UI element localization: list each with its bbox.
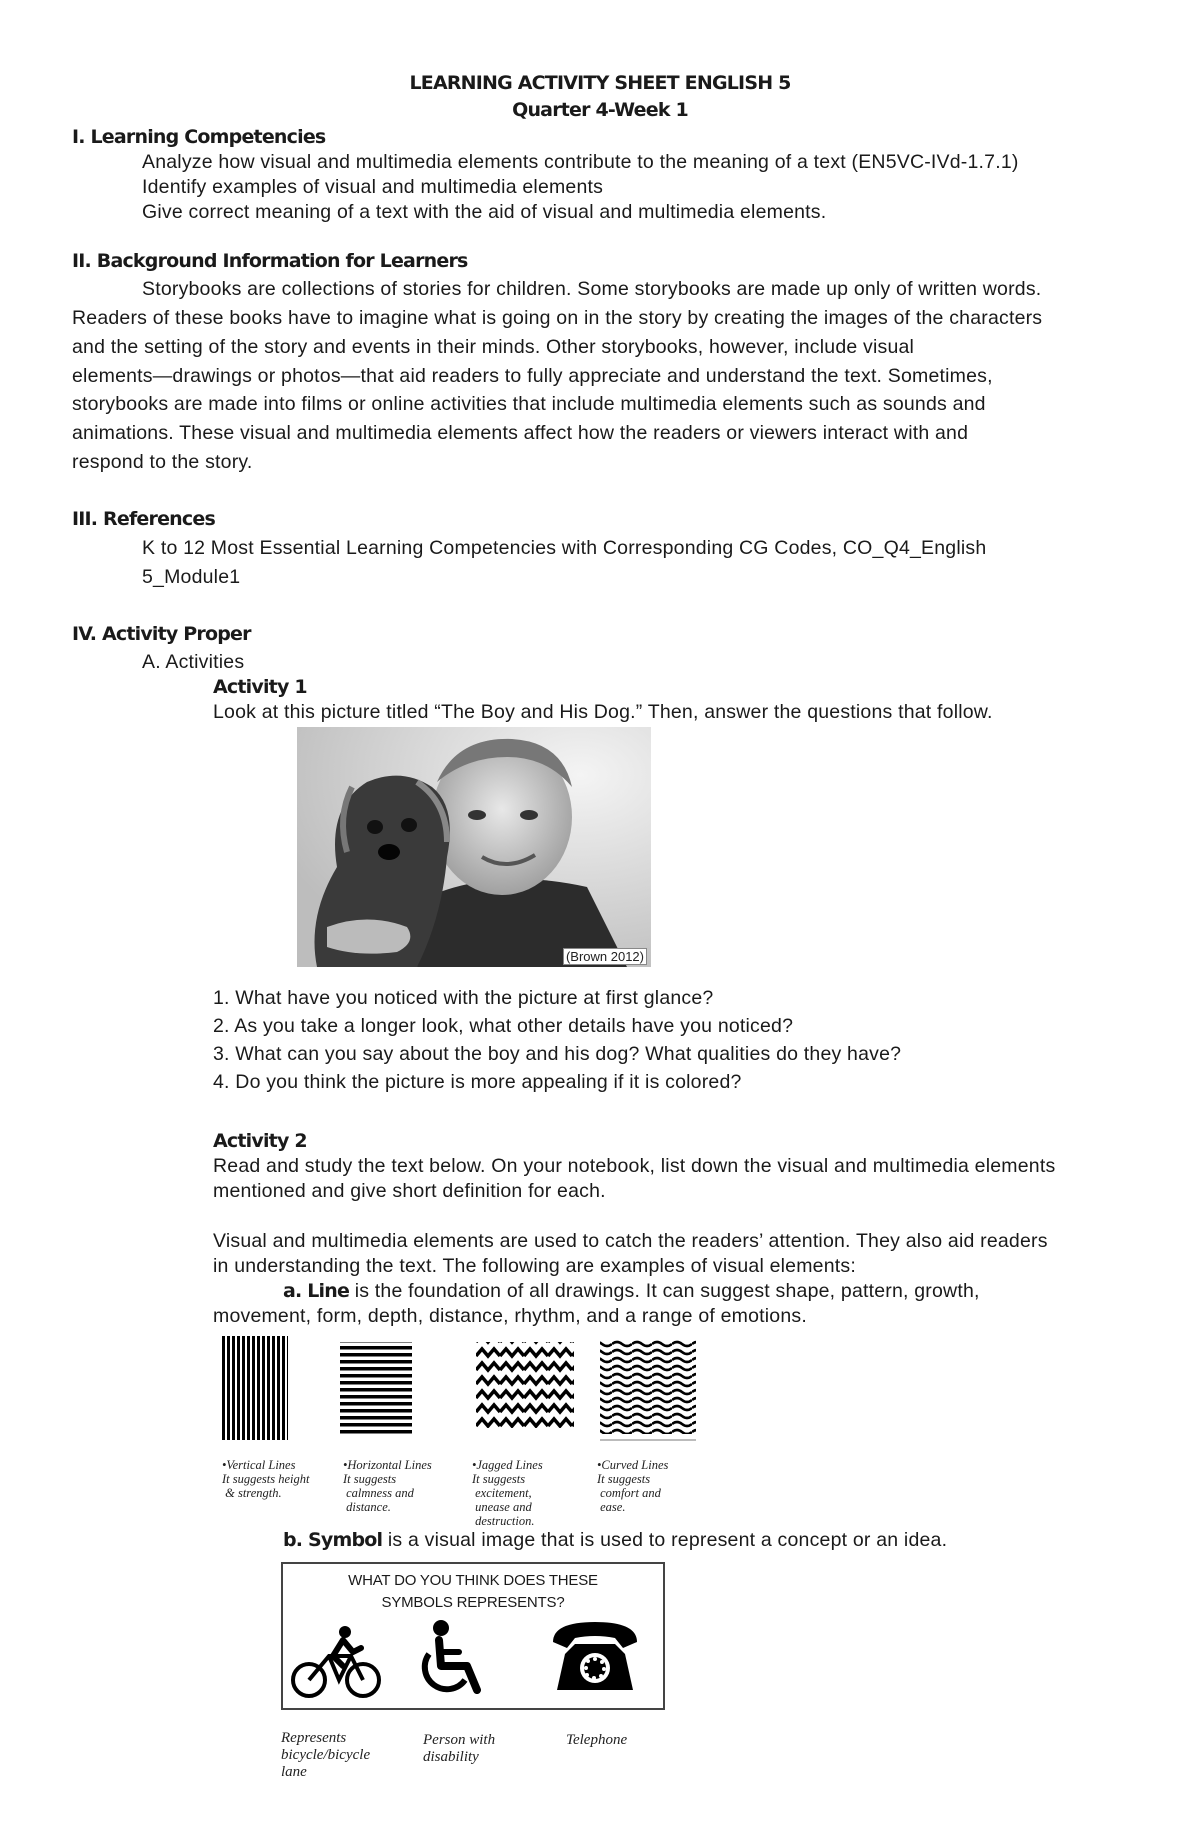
telephone-icon — [545, 1614, 645, 1698]
reference-line: 5_Module1 — [142, 566, 241, 588]
activity2-instruction: Read and study the text below. On your notebook, list down the visual and multimedia elements — [213, 1155, 1056, 1177]
page-title: LEARNING ACTIVITY SHEET ENGLISH 5 — [409, 72, 791, 94]
question-item: 4. Do you think the picture is more appealing if it is colored? — [213, 1071, 742, 1093]
background-line: Readers of these books have to imagine what is going on in the story by creating the images of the characters — [72, 307, 1043, 329]
photo-caption: (Brown 2012) — [563, 948, 647, 965]
section-heading-activity: IV. Activity Proper — [72, 623, 251, 645]
question-item: 3. What can you say about the boy and his dog? What qualities do they have? — [213, 1043, 902, 1065]
page-subtitle: Quarter 4-Week 1 — [512, 99, 688, 121]
line-text: is the foundation of all drawings. It can suggest shape, pattern, growth, — [349, 1280, 980, 1302]
question-item: 1. What have you noticed with the picture at first glance? — [213, 987, 714, 1009]
photo-illustration — [297, 727, 651, 967]
telephone-caption: Telephone — [566, 1732, 628, 1748]
jagged-lines-sample — [476, 1342, 574, 1428]
background-line: storybooks are made into films or online activities that include multimedia elements such as sounds and — [72, 393, 986, 415]
disability-caption: Person with disability — [423, 1732, 496, 1765]
symbol-label: b. Symbol — [283, 1529, 383, 1551]
bicycle-icon — [289, 1624, 385, 1704]
curved-lines-caption: •Curved Lines It suggests comfort and ease. — [597, 1458, 669, 1514]
section-heading-competencies: I. Learning Competencies — [72, 126, 326, 148]
section-heading-references: III. References — [72, 508, 215, 530]
activity1-title: Activity 1 — [213, 676, 307, 698]
background-line: respond to the story. — [72, 451, 253, 473]
bicycle-caption: Represents bicycle/bicycle lane — [281, 1730, 371, 1780]
activity2-intro: in understanding the text. The following are examples of visual elements: — [213, 1255, 856, 1277]
competency-item: Give correct meaning of a text with the aid of visual and multimedia elements. — [142, 201, 827, 223]
curved-lines-sample — [600, 1340, 696, 1434]
vertical-lines-sample — [220, 1336, 288, 1440]
symbol-box — [281, 1562, 665, 1710]
reference-line: K to 12 Most Essential Learning Competencies with Corresponding CG Codes, CO_Q4_English — [142, 537, 987, 559]
background-line: elements—drawings or photos—that aid readers to fully appreciate and understand the text. Sometimes, — [72, 365, 993, 387]
question-item: 2. As you take a longer look, what other details have you noticed? — [213, 1015, 794, 1037]
wheelchair-icon — [413, 1620, 503, 1700]
line-definition — [283, 1280, 980, 1303]
activities-subheading: A. Activities — [142, 651, 245, 673]
background-line: and the setting of the story and events in their minds. Other storybooks, however, include visual — [72, 336, 915, 358]
symbol-text: is a visual image that is used to represent a concept or an idea. — [382, 1529, 948, 1551]
competency-item: Identify examples of visual and multimedia elements — [142, 176, 604, 198]
background-line: Storybooks are collections of stories for children. Some storybooks are made up only of written words. — [142, 278, 1042, 300]
line-definition-cont: movement, form, depth, distance, rhythm, and a range of emotions. — [213, 1305, 807, 1327]
boy-and-dog-photo — [297, 727, 651, 967]
symbol-definition — [283, 1529, 947, 1552]
symbol-box-title: SYMBOLS REPRESENTS? — [381, 1594, 565, 1611]
activity1-instruction: Look at this picture titled “The Boy and His Dog.” Then, answer the questions that follow. — [213, 701, 993, 723]
horizontal-lines-sample — [340, 1342, 412, 1436]
line-label: a. Line — [283, 1280, 350, 1302]
line-samples — [212, 1332, 712, 1452]
competency-item: Analyze how visual and multimedia elements contribute to the meaning of a text (EN5VC-IVd-1.7.1) — [142, 151, 1019, 173]
vertical-lines-caption: •Vertical Lines It suggests height & strength. — [222, 1458, 310, 1500]
background-line: animations. These visual and multimedia elements affect how the readers or viewers interact with and — [72, 422, 969, 444]
activity2-intro: Visual and multimedia elements are used to catch the readers’ attention. They also aid readers — [213, 1230, 1048, 1252]
horizontal-lines-caption: •Horizontal Lines It suggests calmness and distance. — [343, 1458, 432, 1514]
section-heading-background: II. Background Information for Learners — [72, 250, 468, 272]
activity2-instruction: mentioned and give short definition for each. — [213, 1180, 606, 1202]
jagged-lines-caption: •Jagged Lines It suggests excitement, unease and destruction. — [472, 1458, 543, 1528]
symbol-box-title: WHAT DO YOU THINK DOES THESE — [348, 1572, 598, 1589]
activity2-title: Activity 2 — [213, 1130, 307, 1152]
